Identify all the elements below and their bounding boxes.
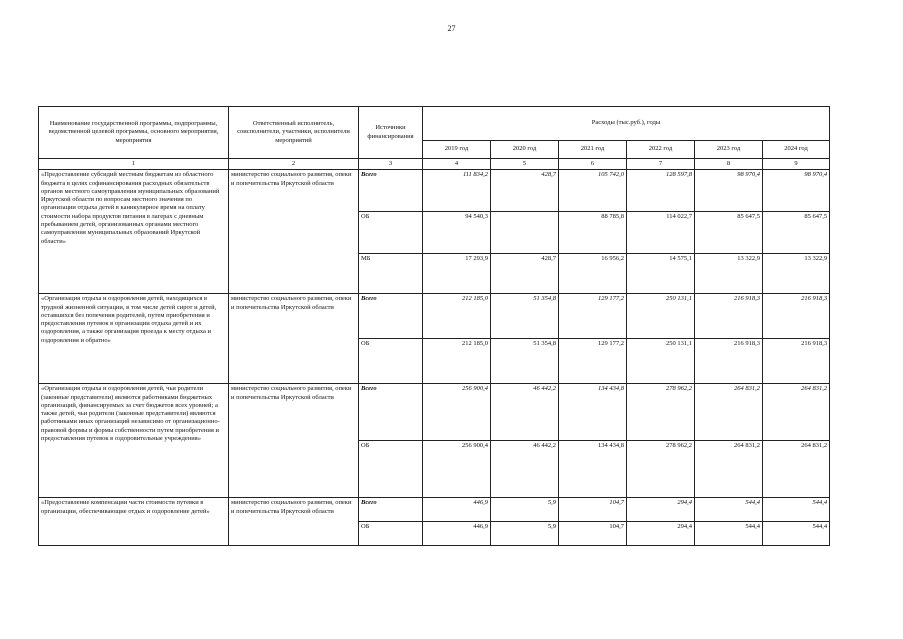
value-cell: 105 742,0 [559, 170, 627, 212]
value-cell: 256 900,4 [423, 384, 491, 441]
value-cell: 13 322,9 [695, 254, 763, 294]
value-cell: 17 293,9 [423, 254, 491, 294]
value-cell: 216 918,3 [763, 294, 830, 339]
value-cell: 428,7 [491, 170, 559, 212]
value-cell: 216 918,3 [763, 339, 830, 384]
value-cell: 46 442,2 [491, 441, 559, 498]
header-year: 2020 год [491, 141, 559, 159]
source-label: Всего [359, 294, 423, 339]
column-number: 1 [39, 159, 229, 170]
column-number-row [39, 159, 830, 170]
value-cell: 278 962,2 [627, 441, 695, 498]
expenses-table [38, 106, 830, 546]
column-number: 3 [359, 159, 423, 170]
value-cell: 85 647,5 [763, 212, 830, 254]
value-cell: 212 185,0 [423, 339, 491, 384]
value-cell: 264 831,2 [695, 441, 763, 498]
source-label: ОБ [359, 441, 423, 498]
value-cell: 544,4 [763, 498, 830, 522]
value-cell: 264 831,2 [695, 384, 763, 441]
header-expenses: Расходы (тыс.руб.), годы [423, 107, 830, 141]
value-cell: 264 831,2 [763, 441, 830, 498]
value-cell: 544,4 [763, 522, 830, 546]
value-cell: 14 575,1 [627, 254, 695, 294]
source-label: ОБ [359, 522, 423, 546]
column-number: 5 [491, 159, 559, 170]
column-number: 4 [423, 159, 491, 170]
header-executor: Ответственный исполнитель, соисполнители, участники, исполнители мероприятий [229, 107, 359, 159]
value-cell: 446,9 [423, 522, 491, 546]
value-cell: 111 834,2 [423, 170, 491, 212]
value-cell: 46 442,2 [491, 384, 559, 441]
source-label: ОБ [359, 339, 423, 384]
value-cell: 544,4 [695, 522, 763, 546]
value-cell: 114 022,7 [627, 212, 695, 254]
header-source: Источники финансирования [359, 107, 423, 159]
source-label: ОБ [359, 212, 423, 254]
value-cell: 294,4 [627, 498, 695, 522]
executor: министерство социального развития, опеки и попечительства Иркутской области [229, 170, 359, 294]
table-row [39, 170, 830, 212]
value-cell: 85 647,5 [695, 212, 763, 254]
column-number: 2 [229, 159, 359, 170]
value-cell: 250 131,1 [627, 294, 695, 339]
table-row [39, 294, 830, 339]
value-cell: 98 970,4 [763, 170, 830, 212]
value-cell: 294,4 [627, 522, 695, 546]
header-year: 2021 год [559, 141, 627, 159]
source-label: Всего [359, 170, 423, 212]
value-cell: 278 962,2 [627, 384, 695, 441]
value-cell: 16 956,2 [559, 254, 627, 294]
measure-name: «Предоставление субсидий местным бюджетам из областного бюджета в целях софинансирования расходных обязательств органов местного самоуправления муниципальных образований Иркутской области по вопросам местного значения по организации отдыха детей в каникулярное время на оплату стоимости набора продуктов питания в лагерах с дневным пребыванием детей, организованных органами местного самоуправления муниципальных образований Иркутской области» [39, 170, 229, 294]
value-cell: 134 434,8 [559, 384, 627, 441]
measure-name: «Организация отдыха и оздоровления детей, находящихся в трудной жизненной ситуации, в том числе детей сирот и детей, оставшихся без попечения родителей, путем приобретения и предоставления путевок в организации отдыха детей и их оздоровления, а также организация проезда к месту отдыха и оздоровления и обратно» [39, 294, 229, 384]
page-number: 27 [447, 24, 456, 33]
column-number: 8 [695, 159, 763, 170]
header-year: 2024 год [763, 141, 830, 159]
value-cell: 134 434,8 [559, 441, 627, 498]
header-year: 2023 год [695, 141, 763, 159]
value-cell: 446,9 [423, 498, 491, 522]
table-row [39, 498, 830, 522]
column-number: 6 [559, 159, 627, 170]
value-cell: 88 785,8 [559, 212, 627, 254]
value-cell: 216 918,3 [695, 294, 763, 339]
value-cell: 13 322,9 [763, 254, 830, 294]
source-label: Всего [359, 498, 423, 522]
column-number: 9 [763, 159, 830, 170]
value-cell: 104,7 [559, 498, 627, 522]
source-label: Всего [359, 384, 423, 441]
value-cell: 104,7 [559, 522, 627, 546]
value-cell: 128 597,8 [627, 170, 695, 212]
value-cell: 51 354,8 [491, 339, 559, 384]
executor: министерство социального развития, опеки и попечительства Иркутской области [229, 498, 359, 546]
value-cell [491, 212, 559, 254]
measure-name: «Предоставление компенсации части стоимости путевки в организации, обеспечивающие отдых и оздоровление детей» [39, 498, 229, 546]
value-cell: 264 831,2 [763, 384, 830, 441]
header-year: 2022 год [627, 141, 695, 159]
value-cell: 129 177,2 [559, 294, 627, 339]
table-row [39, 384, 830, 441]
header-name: Наименование государственной программы, подпрограммы, ведомственной целевой программы, основного мероприятия, мероприятия [39, 107, 229, 159]
value-cell: 129 177,2 [559, 339, 627, 384]
value-cell: 5,9 [491, 522, 559, 546]
executor: министерство социального развития, опеки и попечительства Иркутской области [229, 384, 359, 498]
value-cell: 544,4 [695, 498, 763, 522]
value-cell: 5,9 [491, 498, 559, 522]
value-cell: 94 540,3 [423, 212, 491, 254]
header-year: 2019 год [423, 141, 491, 159]
executor: министерство социального развития, опеки и попечительства Иркутской области [229, 294, 359, 384]
value-cell: 256 900,4 [423, 441, 491, 498]
value-cell: 212 185,0 [423, 294, 491, 339]
value-cell: 98 970,4 [695, 170, 763, 212]
source-label: МБ [359, 254, 423, 294]
value-cell: 51 354,8 [491, 294, 559, 339]
column-number: 7 [627, 159, 695, 170]
value-cell: 428,7 [491, 254, 559, 294]
value-cell: 216 918,3 [695, 339, 763, 384]
value-cell: 250 131,1 [627, 339, 695, 384]
measure-name: «Организация отдыха и оздоровления детей, чьи родители (законные представители) являются работниками бюджетных организаций, финансируемых за счет бюджетов всех уровней; а также детей, чьи родители (законные представители) являются работниками иных организаций независимо от организационно-правовой формы и формы собственности путем приобретения и предоставления путевок в оздоровительные учреждения» [39, 384, 229, 498]
